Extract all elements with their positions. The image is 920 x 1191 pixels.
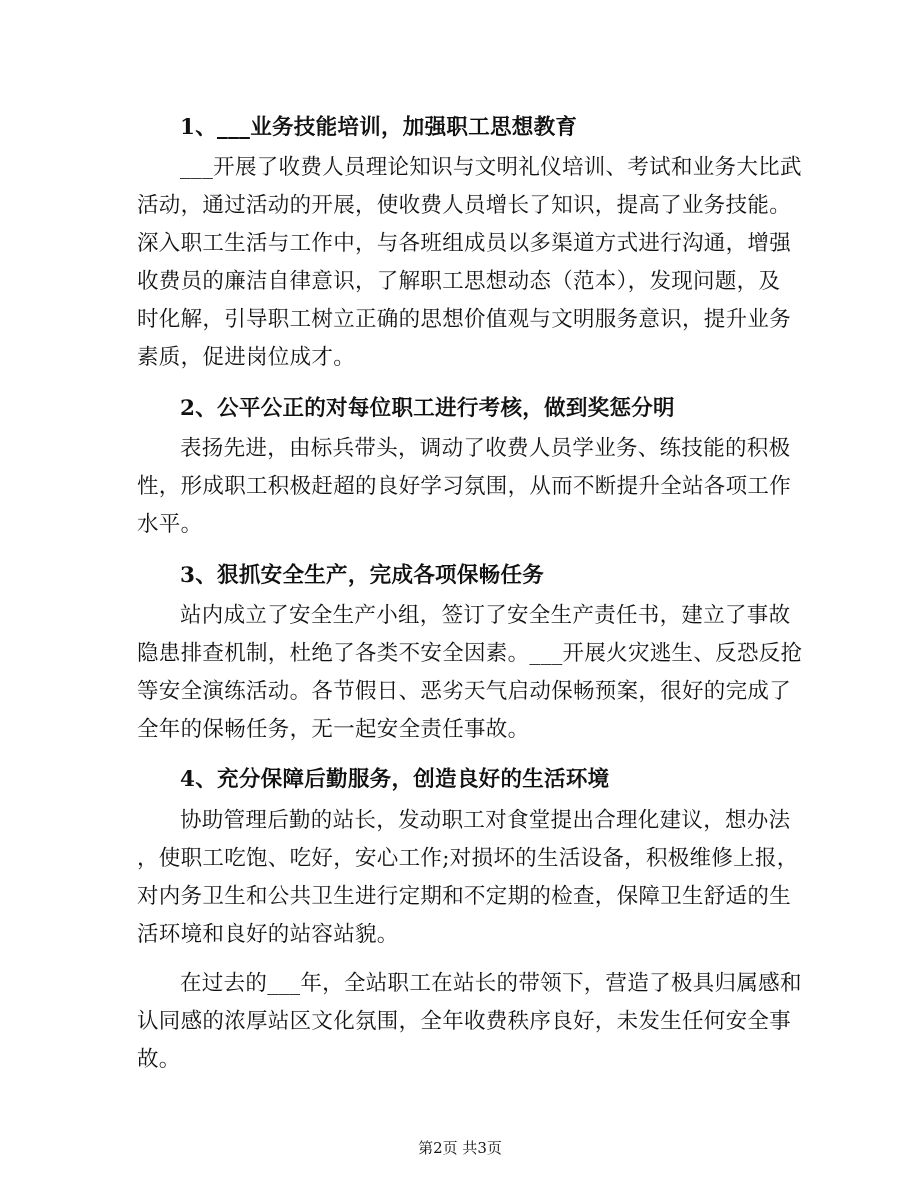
paragraph-line: 活动，通过活动的开展，使收费人员增长了知识，提高了业务技能。 (137, 193, 792, 218)
section-2-heading: 2、公平公正的对每位职工进行考核，做到奖惩分明 (180, 396, 675, 421)
paragraph-line: 表扬先进，由标兵带头，调动了收费人员学业务、练技能的积极 (180, 436, 791, 461)
section-3-heading: 3、狠抓安全生产，完成各项保畅任务 (180, 563, 545, 588)
paragraph-line: 收费员的廉洁自律意识，了解职工思想动态（范本），发现问题，及 (137, 269, 781, 294)
paragraph-line: 性，形成职工积极赶超的良好学习氛围，从而不断提升全站各项工作 (137, 474, 792, 499)
paragraph-line: 活环境和良好的站容站貌。 (137, 922, 399, 947)
paragraph-line: 等安全演练活动。各节假日、恶劣天气启动保畅预案，很好的完成了 (137, 679, 792, 704)
closing-line: 在过去的___年，全站职工在站长的带领下，营造了极具归属感和 (180, 971, 802, 996)
paragraph-line: 深入职工生活与工作中，与各班组成员以多渠道方式进行沟通，增强 (137, 231, 792, 256)
section-1-heading: 1、___业务技能培训，加强职工思想教育 (180, 115, 578, 140)
paragraph-line: ___开展了收费人员理论知识与文明礼仪培训、考试和业务大比武 (180, 155, 802, 180)
paragraph-line: ，使职工吃饱、吃好，安心工作;对损坏的生活设备，积极维修上报， (137, 846, 799, 871)
paragraph-line: 全年的保畅任务，无一起安全责任事故。 (137, 717, 530, 742)
closing-line: 认同感的浓厚站区文化氛围，全年收费秩序良好，未发生任何安全事 (137, 1009, 792, 1034)
section-4-heading: 4、充分保障后勤服务，创造良好的生活环境 (180, 767, 610, 792)
paragraph-line: 水平。 (137, 512, 203, 537)
paragraph-line: 站内成立了安全生产小组，签订了安全生产责任书，建立了事故 (180, 603, 791, 628)
paragraph-line: 隐患排查机制，杜绝了各类不安全因素。___开展火灾逃生、反恐反抢 (137, 641, 803, 666)
paragraph-line: 时化解，引导职工树立正确的思想价值观与文明服务意识，提升业务 (137, 307, 792, 332)
paragraph-line: 协助管理后勤的站长，发动职工对食堂提出合理化建议，想办法 (180, 808, 791, 833)
paragraph-line: 素质，促进岗位成才。 (137, 345, 356, 370)
closing-line: 故。 (137, 1047, 181, 1072)
paragraph-line: 对内务卫生和公共卫生进行定期和不定期的检查，保障卫生舒适的生 (137, 884, 792, 909)
page-number-footer: 第2页 共3页 (418, 1139, 502, 1157)
